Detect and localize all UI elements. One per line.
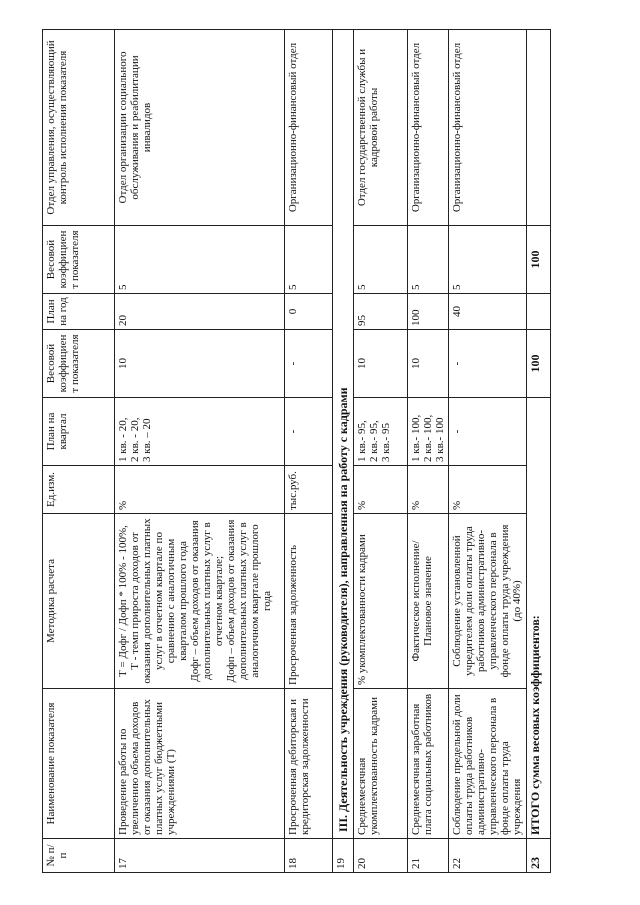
total-label: ИТОГО сумма весовых коэффициентов:	[527, 398, 551, 839]
indicators-table	[42, 29, 551, 873]
cell-num: 20	[354, 839, 408, 873]
header-name: Наименование показателя	[43, 689, 115, 839]
table-row	[408, 30, 449, 873]
cell-dept: Отдел государственной службы и кадровой работы	[354, 30, 408, 226]
section-row	[333, 30, 354, 873]
total-empty-cell	[527, 294, 551, 330]
cell-unit: %	[449, 466, 527, 514]
header-dept: Отдел управления, осуществляющий контроль исполнения показателя	[43, 30, 115, 226]
rotated-table-container	[42, 30, 614, 873]
cell-dept: Организационно-финансовый отдел	[285, 30, 333, 226]
cell-method: Фактическое исполнение/ Плановое значение	[408, 514, 449, 689]
cell-name: Проведение работы по увеличению объема доходов от оказания дополнительных платных услуг бюджетными учреждениями (Т)	[115, 689, 285, 839]
header-weight-quarter: Весовой коэффициент показателя	[43, 330, 115, 398]
cell-plan-quarter: -	[449, 398, 527, 466]
cell-name: Просроченная дебиторская и кредиторская задолженности	[285, 689, 333, 839]
table-row	[285, 30, 333, 873]
total-weight-year: 100	[527, 226, 551, 294]
header-plan-quarter: План на квартал	[43, 398, 115, 466]
cell-plan-quarter: 1 кв.- 100, 2 кв.- 100, 3 кв.- 100	[408, 398, 449, 466]
cell-plan-quarter: 1 кв.- 95, 2 кв.- 95, 3 кв.- 95	[354, 398, 408, 466]
cell-method: % укомплектованности кадрами	[354, 514, 408, 689]
cell-unit: %	[115, 466, 285, 514]
cell-num: 21	[408, 839, 449, 873]
cell-plan-year: 40	[449, 294, 527, 330]
cell-dept: Отдел организации социального обслуживания и реабилитации инвалидов	[115, 30, 285, 226]
total-empty-cell	[527, 30, 551, 226]
cell-name: Среднемесячная укомплектованность кадрами	[354, 689, 408, 839]
cell-dept: Организационно-финансовый отдел	[408, 30, 449, 226]
total-num: 23	[527, 839, 551, 873]
header-num: № п/п	[43, 839, 115, 873]
cell-method: Т = Дофг / Дофп * 100% - 100%, Т - темп прироста доходов от оказания дополнительных платных услуг в отчетном квартале по сравнению с аналогичным кварталом прошлого года Дофг – объем доходов от оказания дополнительных платных услуг в отчетном квартале; Дофп – объем доходов от оказания дополнительных платных услуг в аналогичном квартале прошлого года	[115, 514, 285, 689]
cell-name: Среднемесячная заработная плата социальных работников	[408, 689, 449, 839]
header-unit: Ед.изм.	[43, 466, 115, 514]
cell-weight-year: 5	[115, 226, 285, 294]
cell-plan-year: 95	[354, 294, 408, 330]
cell-plan-year: 0	[285, 294, 333, 330]
cell-unit: %	[354, 466, 408, 514]
cell-plan-quarter: 1 кв. - 20, 2 кв. - 20, 3 кв. – 20	[115, 398, 285, 466]
cell-name: Соблюдение предельной доли оплаты труда работников административно-управленческого персонала в фонде оплаты труда учреждения	[449, 689, 527, 839]
cell-weight-quarter: -	[449, 330, 527, 398]
table-row	[115, 30, 285, 873]
cell-weight-quarter: 10	[354, 330, 408, 398]
header-row	[43, 30, 115, 873]
header-plan-year: План на год	[43, 294, 115, 330]
section-title: III. Деятельность учреждения (руководителя), направленная на работу с кадрами	[333, 30, 354, 839]
cell-weight-quarter: 10	[408, 330, 449, 398]
cell-num: 18	[285, 839, 333, 873]
total-row	[527, 30, 551, 873]
cell-unit: тыс.руб.	[285, 466, 333, 514]
cell-weight-year: 5	[354, 226, 408, 294]
cell-plan-year: 100	[408, 294, 449, 330]
cell-method: Соблюдение установленной учредителем доли оплаты труда работников административно-управленческого персонала в фонде оплаты труда учреждения (до 40%)	[449, 514, 527, 689]
header-weight-year: Весовой коэффициент показателя	[43, 226, 115, 294]
cell-weight-year: 5	[408, 226, 449, 294]
cell-weight-year: 5	[449, 226, 527, 294]
cell-plan-quarter: -	[285, 398, 333, 466]
table-row	[354, 30, 408, 873]
section-num: 19	[333, 839, 354, 873]
header-method: Методика расчета	[43, 514, 115, 689]
cell-num: 22	[449, 839, 527, 873]
cell-method: Просроченная задолженность	[285, 514, 333, 689]
cell-unit: %	[408, 466, 449, 514]
cell-plan-year: 20	[115, 294, 285, 330]
cell-weight-year: 5	[285, 226, 333, 294]
cell-weight-quarter: -	[285, 330, 333, 398]
cell-dept: Организационно-финансовый отдел	[449, 30, 527, 226]
cell-weight-quarter: 10	[115, 330, 285, 398]
total-weight-quarter: 100	[527, 330, 551, 398]
cell-num: 17	[115, 839, 285, 873]
table-row	[449, 30, 527, 873]
